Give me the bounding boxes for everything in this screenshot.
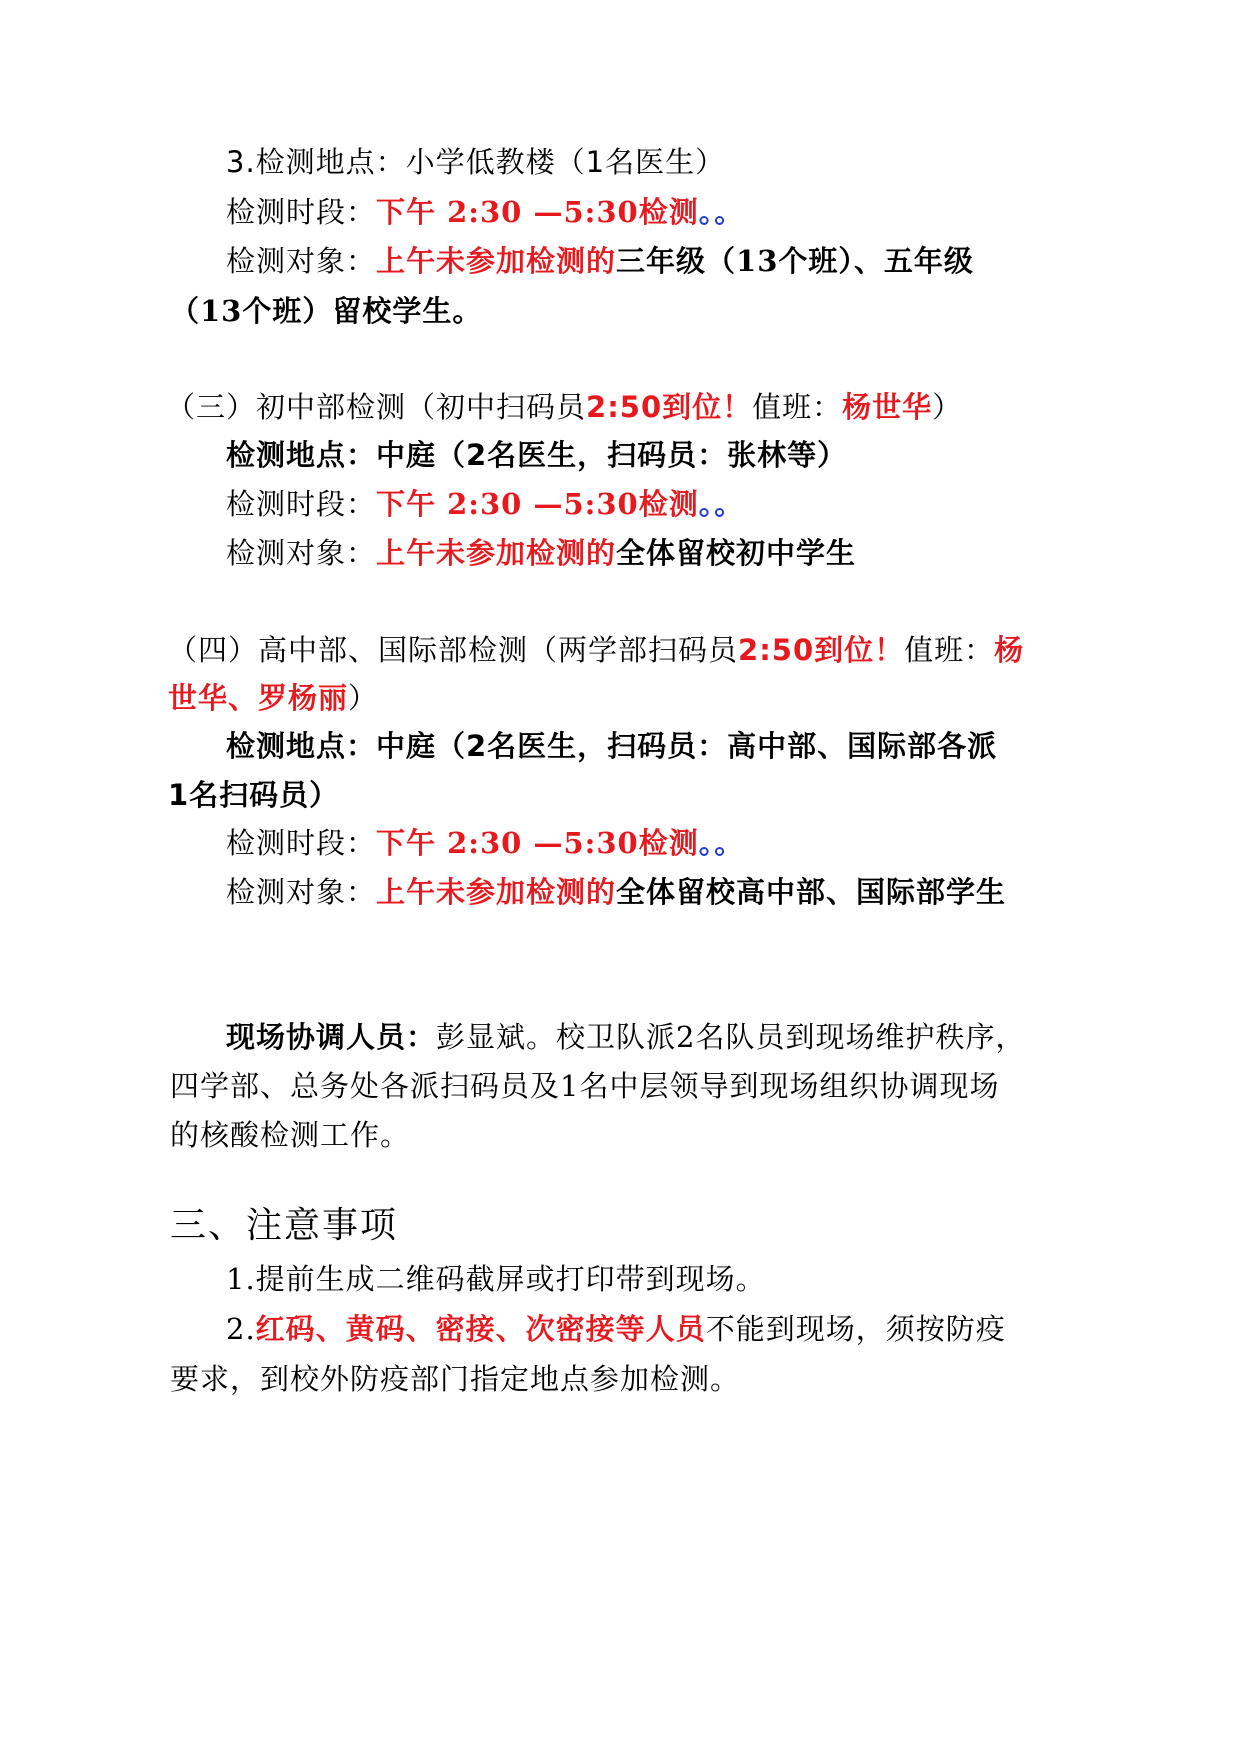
- senior-location-line-continued: [168, 775, 339, 815]
- senior-heading-arrival: 2:50到位！: [738, 633, 905, 667]
- coordination-line-1: [226, 1017, 1025, 1057]
- senior-location-text-continued: 1名扫码员）: [168, 778, 340, 812]
- note-item-2-highlight: 红码、黄码、密接、次密接等人员: [255, 1312, 706, 1346]
- senior-location-text: 检测地点：中庭（2名医生，扫码员：高中部、国际部各派: [226, 729, 998, 763]
- target-line: [226, 241, 974, 281]
- senior-heading-text: （四）高中部、国际部检测（两学部扫码员: [168, 633, 739, 667]
- junior-heading: [166, 387, 962, 427]
- senior-target-label: 检测对象：: [226, 875, 377, 909]
- junior-time-value: 下午 2:30 —5:30检测: [376, 487, 699, 521]
- coordination-line-2: [170, 1066, 999, 1106]
- notes-heading: [170, 1203, 398, 1249]
- target-text: 三年级（13个班）、五年级: [616, 244, 974, 278]
- time-value: 下午 2:30 —5:30检测: [376, 195, 699, 229]
- time-dots: 。。: [698, 195, 745, 229]
- target-line-continued: [170, 291, 482, 331]
- junior-target-label: 检测对象：: [226, 536, 377, 570]
- coordination-text-3: 的核酸检测工作。: [170, 1118, 411, 1152]
- note-item-2-text-continued: 要求，到校外防疫部门指定地点参加检测。: [170, 1362, 741, 1396]
- target-highlight: 上午未参加检测的: [376, 244, 617, 278]
- note-item-2-number: 2.: [226, 1312, 256, 1346]
- note-item-2-text: 不能到现场，须按防疫: [705, 1312, 1006, 1346]
- junior-heading-duty-name: 杨世华: [842, 390, 933, 424]
- target-label: 检测对象：: [226, 244, 377, 278]
- senior-time-line: [226, 823, 744, 863]
- junior-heading-close: ）: [932, 390, 963, 424]
- note-item-2-continued: [170, 1359, 740, 1399]
- note-item-1-text: 1.提前生成二维码截屏或打印带到现场。: [226, 1262, 766, 1296]
- senior-location-line: [226, 726, 997, 766]
- senior-heading-close: ）: [348, 681, 379, 715]
- note-item-1: [226, 1259, 766, 1299]
- junior-heading-text: （三）初中部检测（初中扫码员: [166, 390, 587, 424]
- time-line: [226, 192, 744, 232]
- location-text: 3.检测地点：小学低教楼（1名医生）: [226, 145, 726, 179]
- coordination-line-3: [170, 1115, 410, 1155]
- junior-heading-arrival: 2:50到位！: [586, 390, 753, 424]
- senior-target-highlight: 上午未参加检测的: [376, 875, 617, 909]
- location-line: [226, 142, 725, 182]
- junior-heading-duty-label: 值班：: [752, 390, 843, 424]
- junior-target-line: [226, 533, 856, 573]
- coordination-label: 现场协调人员：: [226, 1020, 437, 1054]
- junior-target-text: 全体留校初中学生: [616, 536, 857, 570]
- coordination-text-2: 四学部、总务处各派扫码员及1名中层领导到现场组织协调现场: [170, 1069, 1000, 1103]
- junior-target-highlight: 上午未参加检测的: [376, 536, 617, 570]
- junior-time-dots: 。。: [698, 487, 745, 521]
- senior-heading-duty-label: 值班：: [904, 633, 995, 667]
- junior-location-text: 检测地点：中庭（2名医生，扫码员：张林等）: [226, 438, 848, 472]
- senior-target-text: 全体留校高中部、国际部学生: [616, 875, 1007, 909]
- senior-time-label: 检测时段：: [226, 826, 377, 860]
- senior-time-value: 下午 2:30 —5:30检测: [376, 826, 699, 860]
- senior-time-dots: 。。: [698, 826, 745, 860]
- junior-time-line: [226, 484, 744, 524]
- notes-heading-text: 三、注意事项: [170, 1205, 399, 1246]
- senior-target-line: [226, 872, 1006, 912]
- time-label: 检测时段：: [226, 195, 377, 229]
- target-text-continued: （13个班）留校学生。: [170, 294, 483, 328]
- senior-heading-duty-names: 世华、罗杨丽: [168, 681, 349, 715]
- senior-heading: [168, 630, 1024, 670]
- note-item-2: [226, 1309, 1006, 1349]
- junior-time-label: 检测时段：: [226, 487, 377, 521]
- coordination-text: 彭显斌。校卫队派2名队员到现场维护秩序，: [436, 1020, 1026, 1054]
- junior-location-line: [226, 435, 847, 475]
- senior-heading-continued: [168, 678, 378, 718]
- senior-heading-duty-name: 杨: [994, 633, 1025, 667]
